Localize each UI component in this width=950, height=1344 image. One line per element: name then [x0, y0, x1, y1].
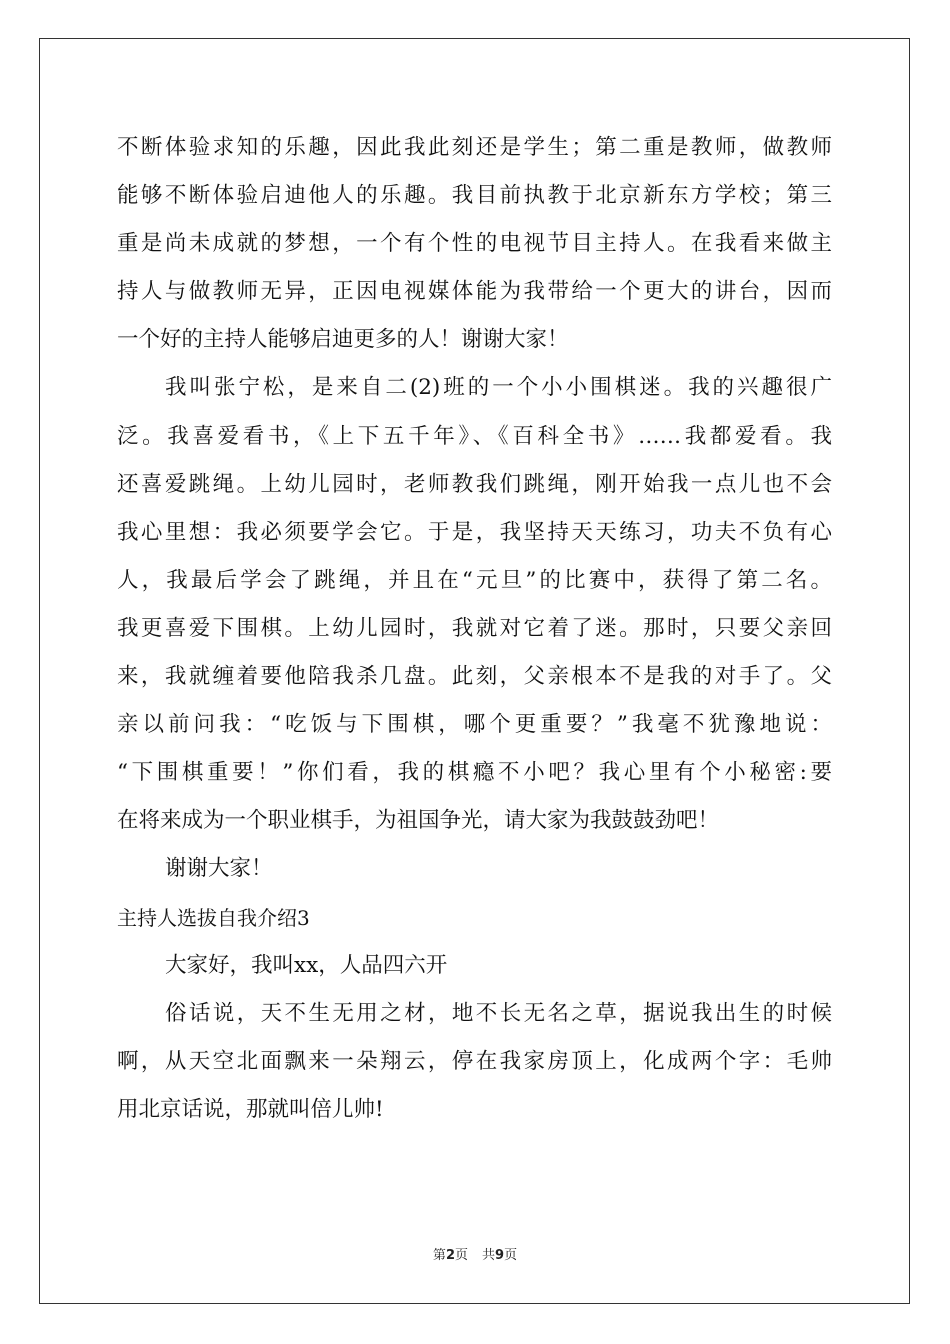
paragraph-start-line: 谢谢大家！: [165, 856, 273, 882]
text-line: 人，我最后学会了跳绳，并且在“元旦”的比赛中，获得了第二名。: [117, 567, 832, 593]
paragraph-start-line: 我叫张宁松，是来自二(2)班的一个小小围棋迷。我的兴趣很广: [165, 375, 832, 401]
text-line: 用北京话说，那就叫倍儿帅!: [117, 1096, 384, 1122]
text-line: 重是尚未成就的梦想，一个有个性的电视节目主持人。在我看来做主: [117, 231, 832, 257]
text-line: 来，我就缠着要他陪我杀几盘。此刻，父亲根本不是我的对手了。父: [117, 664, 832, 690]
text-line: 我心里想：我必须要学会它。于是，我坚持天天练习，功夫不负有心: [117, 519, 832, 545]
page-total: 9: [495, 1248, 505, 1263]
paragraph-start-line: 俗话说，天不生无用之材，地不长无名之草，据说我出生的时候: [165, 1000, 832, 1026]
text-line: 持人与做教师无异，正因电视媒体能为我带给一个更大的讲台，因而: [117, 279, 832, 305]
text-line: 泛。我喜爱看书，《上下五千年》、《百科全书》……我都爱看。我: [117, 423, 832, 449]
text-line: “下围棋重要！”你们看，我的棋瘾不小吧？我心里有个小秘密:要: [117, 760, 832, 786]
page-suffix: 页: [454, 1248, 468, 1263]
total-suffix: 页: [504, 1248, 518, 1263]
text-line: 不断体验求知的乐趣，因此我此刻还是学生；第二重是教师，做教师: [117, 135, 832, 160]
text-line: 亲以前问我：“吃饭与下围棋，哪个更重要？”我毫不犹豫地说：: [117, 712, 832, 738]
document-body: [117, 124, 832, 1134]
paragraph-start-line: 大家好，我叫xx，人品四六开: [165, 952, 448, 978]
page-footer: [0, 1247, 950, 1265]
total-prefix: 共: [482, 1248, 496, 1263]
page-current: 2: [445, 1248, 455, 1263]
text-line: 一个好的主持人能够启迪更多的人！谢谢大家！: [117, 327, 569, 353]
text-line: 能够不断体验启迪他人的乐趣。我目前执教于北京新东方学校；第三: [117, 183, 832, 209]
text-line: 还喜爱跳绳。上幼儿园时，老师教我们跳绳，刚开始我一点儿也不会: [117, 471, 832, 497]
text-line: 在将来成为一个职业棋手，为祖国争光，请大家为我鼓鼓劲吧！: [117, 808, 720, 834]
page-prefix: 第: [432, 1248, 446, 1263]
text-line: 我更喜爱下围棋。上幼儿园时，我就对它着了迷。那时，只要父亲回: [117, 615, 832, 641]
text-line: 啊，从天空北面飘来一朵翔云，停在我家房顶上，化成两个字：毛帅: [117, 1048, 832, 1074]
section-heading: 主持人选拔自我介绍3: [117, 905, 310, 930]
